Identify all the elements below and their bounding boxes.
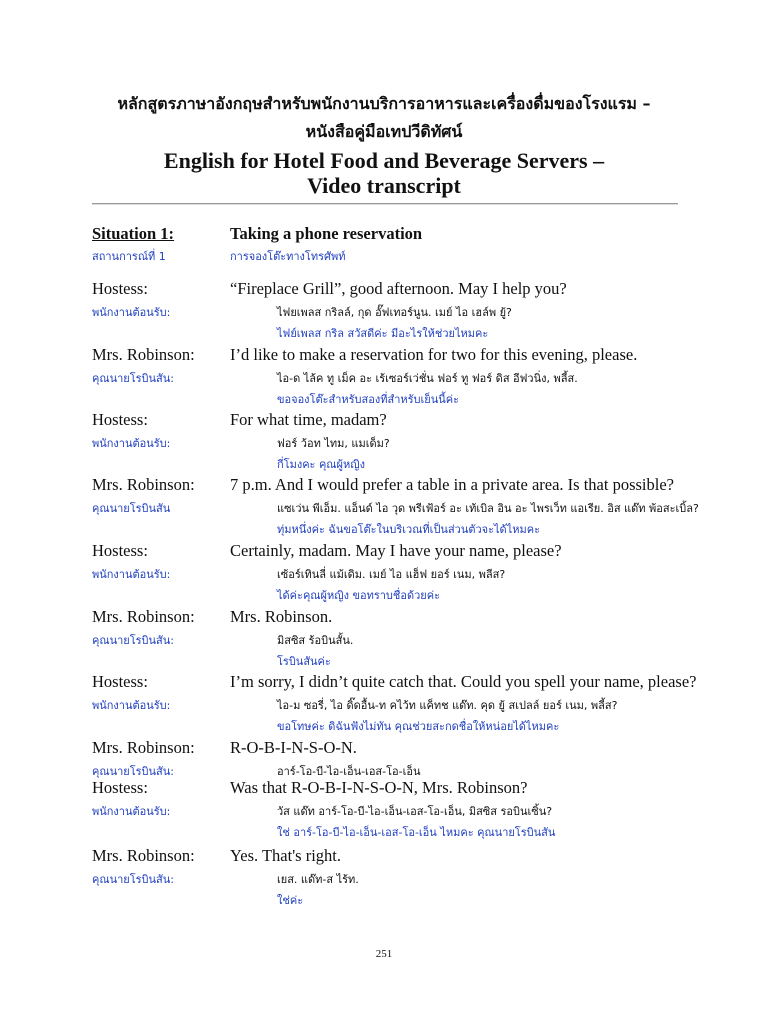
utterance-text: Was that R-O-B-I-N-S-O-N, Mrs. Robinson? xyxy=(230,778,528,797)
speaker-name-thai: คุณนายโรบินสัน: xyxy=(92,372,174,385)
speaker-name-thai: คุณนายโรบินสัน xyxy=(92,502,171,515)
speaker-name-thai: พนักงานต้อนรับ: xyxy=(92,699,171,712)
situation-label-thai: สถานการณ์ที่ 1 xyxy=(92,250,166,263)
utterance-text: R-O-B-I-N-S-O-N. xyxy=(230,738,357,757)
utterance-text: 7 p.m. And I would prefer a table in a private area. Is that possible? xyxy=(230,475,674,494)
speaker-name-thai: คุณนายโรบินสัน: xyxy=(92,765,174,778)
situation-title: Taking a phone reservation xyxy=(230,224,423,243)
utterance-text: I’d like to make a reservation for two for this evening, please. xyxy=(230,345,638,364)
thai-translation: โรบินสันค่ะ xyxy=(277,655,331,668)
utterance-text: Certainly, madam. May I have your name, please? xyxy=(230,541,562,560)
thai-phonetic: อาร์-โอ-บี-ไอ-เอ็น-เอส-โอ-เอ็น xyxy=(277,765,421,778)
utterance-text: Mrs. Robinson. xyxy=(230,607,333,626)
speaker-name-thai: คุณนายโรบินสัน: xyxy=(92,873,174,886)
speaker-name: Hostess: xyxy=(92,778,148,797)
page-number: 251 xyxy=(375,948,393,960)
speaker-name: Mrs. Robinson: xyxy=(92,475,195,494)
thai-translation: ไฟย์เพลส กริล สวัสดีค่ะ มีอะไรให้ช่วยไหมคะ xyxy=(277,327,489,340)
utterance-text: I’m sorry, I didn’t quite catch that. Could you spell your name, please? xyxy=(230,672,697,691)
speaker-name: Hostess: xyxy=(92,279,148,298)
thai-translation: ได้ค่ะคุณผู้หญิง ขอทราบชื่อด้วยค่ะ xyxy=(277,589,440,602)
speaker-name: Mrs. Robinson: xyxy=(92,846,195,865)
speaker-name: Mrs. Robinson: xyxy=(92,345,195,364)
speaker-name-thai: คุณนายโรบินสัน: xyxy=(92,634,174,647)
thai-phonetic: ไอ-ด ไล้ค ทู เม็ค อะ เร้เซอร์เว่ชั่น ฟอร์ ทู ฟอร์ ดิส อีฟวนิ่ง, พลี้ส. xyxy=(277,372,578,385)
thai-phonetic: ฟอร์ ว้อท ไทม, แมเด็ม? xyxy=(277,437,390,450)
speaker-name-thai: พนักงานต้อนรับ: xyxy=(92,437,171,450)
thai-translation: ทุ่มหนึ่งค่ะ ฉันขอโต๊ะในบริเวณที่เป็นส่วนตัวจะได้ไหมคะ xyxy=(277,523,541,536)
english-title-line-2: Video transcript xyxy=(307,173,461,198)
thai-title-line-2: หนังสือคู่มือเทปวีดิทัศน์ xyxy=(305,122,463,141)
thai-phonetic: ไอ-ม ซอรี่, ไอ ดิ๊ดอื้น-ท คไว้ท แค็ทช แด๊ท. คุด ยู้ สเปลล์ ยอร์ เนม, พลี้ส? xyxy=(277,699,618,712)
speaker-name: Hostess: xyxy=(92,410,148,429)
english-title-line-1: English for Hotel Food and Beverage Servers – xyxy=(163,148,605,173)
thai-translation: ใช่ อาร์-โอ-บี-ไอ-เอ็น-เอส-โอ-เอ็น ไหมคะ คุณนายโรบินสัน xyxy=(277,826,556,839)
thai-title-line-1: หลักสูตรภาษาอังกฤษสำหรับพนักงานบริการอาหารและเครื่องดื่มของโรงแรม – xyxy=(117,94,651,113)
thai-phonetic: เซ้อร์เทินลี่ แม้เดิม. เมย์ ไอ แฮ็ฟ ยอร์ เนม, พลีส? xyxy=(277,568,506,581)
speaker-name: Hostess: xyxy=(92,672,148,691)
situation-title-thai: การจองโต๊ะทางโทรศัพท์ xyxy=(230,250,346,263)
utterance-text: Yes. That's right. xyxy=(230,846,342,865)
thai-phonetic: เยส. แด๊ท-ส ไร้ท. xyxy=(277,873,359,886)
speaker-name-thai: พนักงานต้อนรับ: xyxy=(92,568,171,581)
speaker-name-thai: พนักงานต้อนรับ: xyxy=(92,805,171,818)
thai-translation: ขอจองโต๊ะสำหรับสองที่สำหรับเย็นนี้ค่ะ xyxy=(277,393,460,406)
speaker-name: Mrs. Robinson: xyxy=(92,738,195,757)
speaker-name: Mrs. Robinson: xyxy=(92,607,195,626)
title-divider xyxy=(92,203,678,205)
thai-phonetic: ไฟยเพลส กริลล์, กุด อั๊ฟเทอร์นูน. เมย์ ไอ เฮล์พ ยู้? xyxy=(277,306,512,319)
thai-translation: กี่โมงคะ คุณผู้หญิง xyxy=(277,458,365,471)
situation-label: Situation 1: xyxy=(92,224,175,243)
thai-phonetic: มิสซิส ร้อบินสั้น. xyxy=(277,634,354,647)
thai-translation: ขอโทษค่ะ ดิฉันฟังไม่ทัน คุณช่วยสะกดชื่อให้หน่อยได้ไหมคะ xyxy=(277,720,560,733)
thai-phonetic: วัส แด๊ท อาร์-โอ-บี-ไอ-เอ็น-เอส-โอ-เอ็น, มิสซิส รอบินเซิ้น? xyxy=(277,805,553,818)
speaker-name-thai: พนักงานต้อนรับ: xyxy=(92,306,171,319)
utterance-text: For what time, madam? xyxy=(230,410,387,429)
speaker-name: Hostess: xyxy=(92,541,148,560)
utterance-text: “Fireplace Grill”, good afternoon. May I help you? xyxy=(230,279,567,298)
thai-phonetic: แซเว่น พีเอ็ม. แอ็นด์ ไอ วุด พรีเฟ้อร์ อะ เท้เบิล อิน อะ ไพรเว็ท แอเรีย. อิส แด๊ท พ้อสะเบิ้ล? xyxy=(277,502,699,515)
thai-translation: ใช่ค่ะ xyxy=(277,894,304,907)
